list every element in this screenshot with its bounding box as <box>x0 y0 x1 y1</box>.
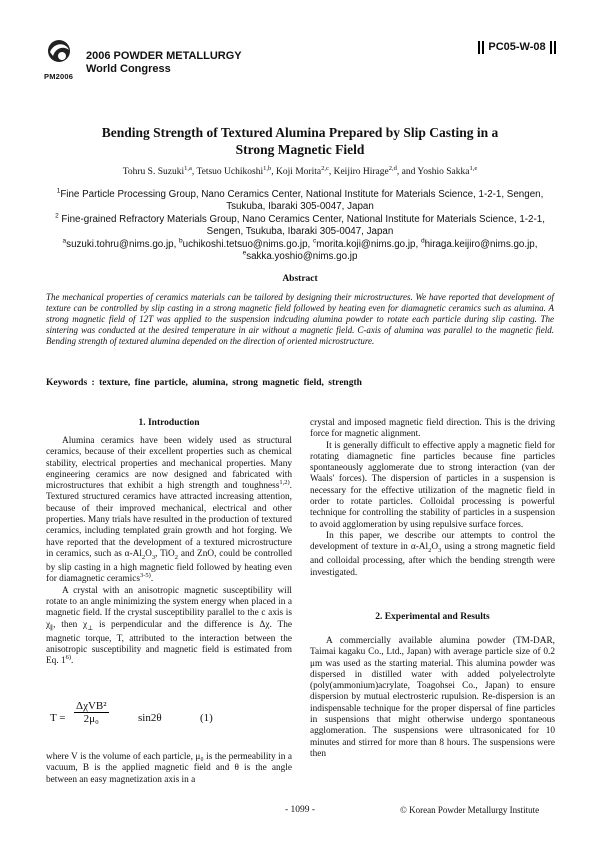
keywords: Keywords : texture, fine particle, alumina, strong magnetic field, strength <box>46 378 362 388</box>
email-address[interactable]: uchikoshi.tetsuo@nims.go.jp <box>182 238 308 250</box>
aff-text: Fine-grained Refractory Materials Group, Nano Ceramics Center, National Institute for Materials Science, 1-2-1, <box>61 213 545 225</box>
eq-label: (1) <box>200 712 213 724</box>
abstract-heading: Abstract <box>282 274 318 284</box>
email-address[interactable]: hiraga.keijiro@nims.go.jp <box>424 238 535 250</box>
author-sup: 1,a <box>184 164 192 172</box>
email-sup: b <box>179 237 183 245</box>
email-sup: d <box>420 237 425 245</box>
author-name: Koji Morita <box>275 167 322 177</box>
aff-sup: 2 <box>55 212 59 220</box>
intro-paragraph-3: where V is the volume of each particle, μ₀ is the permeability in a vacuum, B is the applied magnetic field and θ is the angle between an easy magnetization axis in a <box>46 752 292 785</box>
sub-2b: 2 <box>174 553 178 561</box>
eq-fraction <box>74 700 109 725</box>
sub-2: 2 <box>141 553 146 561</box>
code-bar-left <box>478 41 480 54</box>
paragraph-continuation: crystal and imposed magnetic field direction. This is the driving force for magnetic alignment. <box>310 418 555 440</box>
email-line-2 <box>40 251 560 263</box>
author-name: Keijiro Hirage <box>333 167 389 177</box>
section-2-heading: 2. Experimental and Results <box>375 612 490 622</box>
code-bar-right-inner <box>550 41 552 54</box>
email-address[interactable]: morita.koji@nims.go.jp <box>316 238 416 250</box>
author-name: Tetsuo Uchikoshi <box>196 167 264 177</box>
aff-text: Fine Particle Processing Group, Nano Ceramics Center, National Institute for Materials Science, 1-2-1, Sengen, <box>60 189 544 200</box>
code-bar-left-inner <box>482 41 484 54</box>
eq-lhs: T = <box>50 712 66 724</box>
conference-name: 2006 POWDER METALLURGY <box>86 50 242 62</box>
affiliations <box>40 189 560 263</box>
eq-numerator: ΔχVB² <box>76 700 107 712</box>
intro-paragraph-5: In this paper, we describe our attempts to control the development of texture in $\alpha-Al_2O_3$ using a strong magnetic field and colloidal processing, after which the bending strength were investigated. <box>310 530 555 578</box>
email-address[interactable]: sakka.yoshio@nims.go.jp <box>246 251 358 263</box>
experimental-paragraph-1 <box>310 636 555 760</box>
right-column <box>310 418 555 579</box>
code-bar-right <box>554 41 556 54</box>
author-sup: 1,e <box>469 164 478 172</box>
paper-code <box>478 40 556 55</box>
abstract-text: The mechanical properties of ceramics materials can be tailored by designing their microstructures. We have reported that development of texture can be controlled by slip casting in a strong magnetic field followed by heating even for diamagnetic ceramics such as alumina. A strong magnetic field of 12T was applied to the suspension indcuding alumina powder to rotate each particle during slip casting. The sintering was conducted at the desired temperature in air without a magnetic field. C-axis of alumina was parallel to the magnetic field. Bending strength of textured alumina depended on the direction of oriented microstructure. <box>46 292 554 347</box>
experimental-text: A commercially available alumina powder (TM-DAR, Taimai kagaku Co., Ltd., Japan) with average particle size of 0.2 μm was used as the starting material. This alumina powder was dispersed in distilled water with added polyelectrolyte (poly(ammonium)acrylate, Toagohsei Co., Japan) to ensure dispersion by mutual electrosteric rupulsion. Re-dispersion is an indispensable technique for the proper dispersal of fine particles in suspensions that might otherwise undergo spontaneous agglomeration. The suspensions were ultrasonicated for 10 minutes and stirred for more than 8 hours. The suspensions were then <box>310 636 555 759</box>
email-sup: c <box>312 237 317 245</box>
email-sup: e <box>242 249 247 257</box>
eq-denominator: 2μ₀ <box>83 713 99 725</box>
section-1-heading: 1. Introduction <box>138 418 200 428</box>
email-line-1: $^a$suzuki.tohru@nims.go.jp, $^b$uchikoshi.tetsuo@nims.go.jp, $^c$morita.koji@nims.go.jp, $^d$hiraga.keijiro@nims.go.jp, <box>62 237 538 250</box>
logo-text: PM2006 <box>44 72 74 81</box>
conference-subtitle: World Congress <box>86 63 171 75</box>
intro-paragraph-1: Alumina ceramics have been widely used as structural ceramics, because of their excellent properties such as chemical stability, electrical properties and mechanical properties. Many engineering ceramics are now designed and fabricated with microstructures that exhibit a high strength and toughness$^{1,2)}$. Textured structured ceramics have attracted increasing attention, because of their improved mechanical, electrical and other properties. Many trials have resulted in the production of textured ceramics, including templated grain growth and hot forging. We have reported that the development of a textured microstructure in ceramics, such as $\alpha-Al_2O_3$, TiO$_2$ and ZnO, could be controlled by slip casting in a high magnetic field followed by heating even for diamagnetic ceramics$^{3-5)}$. <box>46 436 292 585</box>
affiliation-1-cont: Tsukuba, Ibaraki 305-0047, Japan <box>226 201 374 213</box>
paper-code-text: PC05-W-08 <box>488 41 546 53</box>
author-name: Tohru S. Suzuki <box>122 167 185 177</box>
paper-title <box>60 124 540 158</box>
affiliation-2-cont: Sengen, Tsukuba, Ibaraki 305-0047, Japan <box>206 226 394 238</box>
affiliation-1 <box>40 189 560 201</box>
intro-paragraph-4: It is generally difficult to effective apply a magnetic field for rotating diamagnetic fine particles because fine particles spontaneously agglomerate due to strong interaction (van der Waals' forces). The dispersion of particles in a suspension is necessary for the effective utilization of the magnetic field in order to rotate particles. Colloidal processing is powerful technique for controlling the stability of particles in a suspension to avoid agglomeration by using repulsive surface forces. <box>310 440 555 530</box>
author-list: Tohru S. Suzuki$^{1,a}$, Tetsuo Uchikoshi$^{1,b}$, Koji Morita$^{2,c}$, Keijiro Hirage$^{2,d}$, and Yoshio Sakka$^{1,e}$ <box>122 164 478 177</box>
title-line-2: Strong Magnetic Field <box>235 142 365 157</box>
aff-sup: 1 <box>56 187 61 195</box>
title-line-1: Bending Strength of Textured Alumina Prepared by Slip Casting in a <box>101 125 499 140</box>
left-column <box>46 436 292 668</box>
email-sup: a <box>62 237 67 245</box>
author-sup: 1,b <box>263 164 272 172</box>
eq-rhs: sin2θ <box>138 712 162 724</box>
author-sup: 2,c <box>321 164 329 172</box>
equation-1 <box>50 698 290 742</box>
sub-3: 3 <box>151 553 156 561</box>
copyright: © Korean Powder Metallurgy Institute <box>400 805 540 815</box>
pm2006-logo <box>44 38 74 72</box>
intro-paragraph-2: A crystal with an anisotropic magnetic susceptibility will rotate to an angle minimizing the system energy when placed in a magnetic field. If the crystal susceptibility parallel to the c axis is $\chi_\parallel$, then $\chi_\perp$ is perpendicular and the difference is Δχ. The magnetic torque, T, attributed to the interaction between the anisotropic susceptibility and magnetic field is estimated from Eq. 1$^{6)}$. <box>46 585 292 667</box>
affiliation-2 <box>40 214 560 226</box>
author-sup: 2,d <box>388 164 397 172</box>
page-number: - 1099 - <box>284 805 316 815</box>
author-name: Yoshio Sakka <box>417 167 470 177</box>
email-address[interactable]: suzuki.tohru@nims.go.jp <box>66 238 174 250</box>
